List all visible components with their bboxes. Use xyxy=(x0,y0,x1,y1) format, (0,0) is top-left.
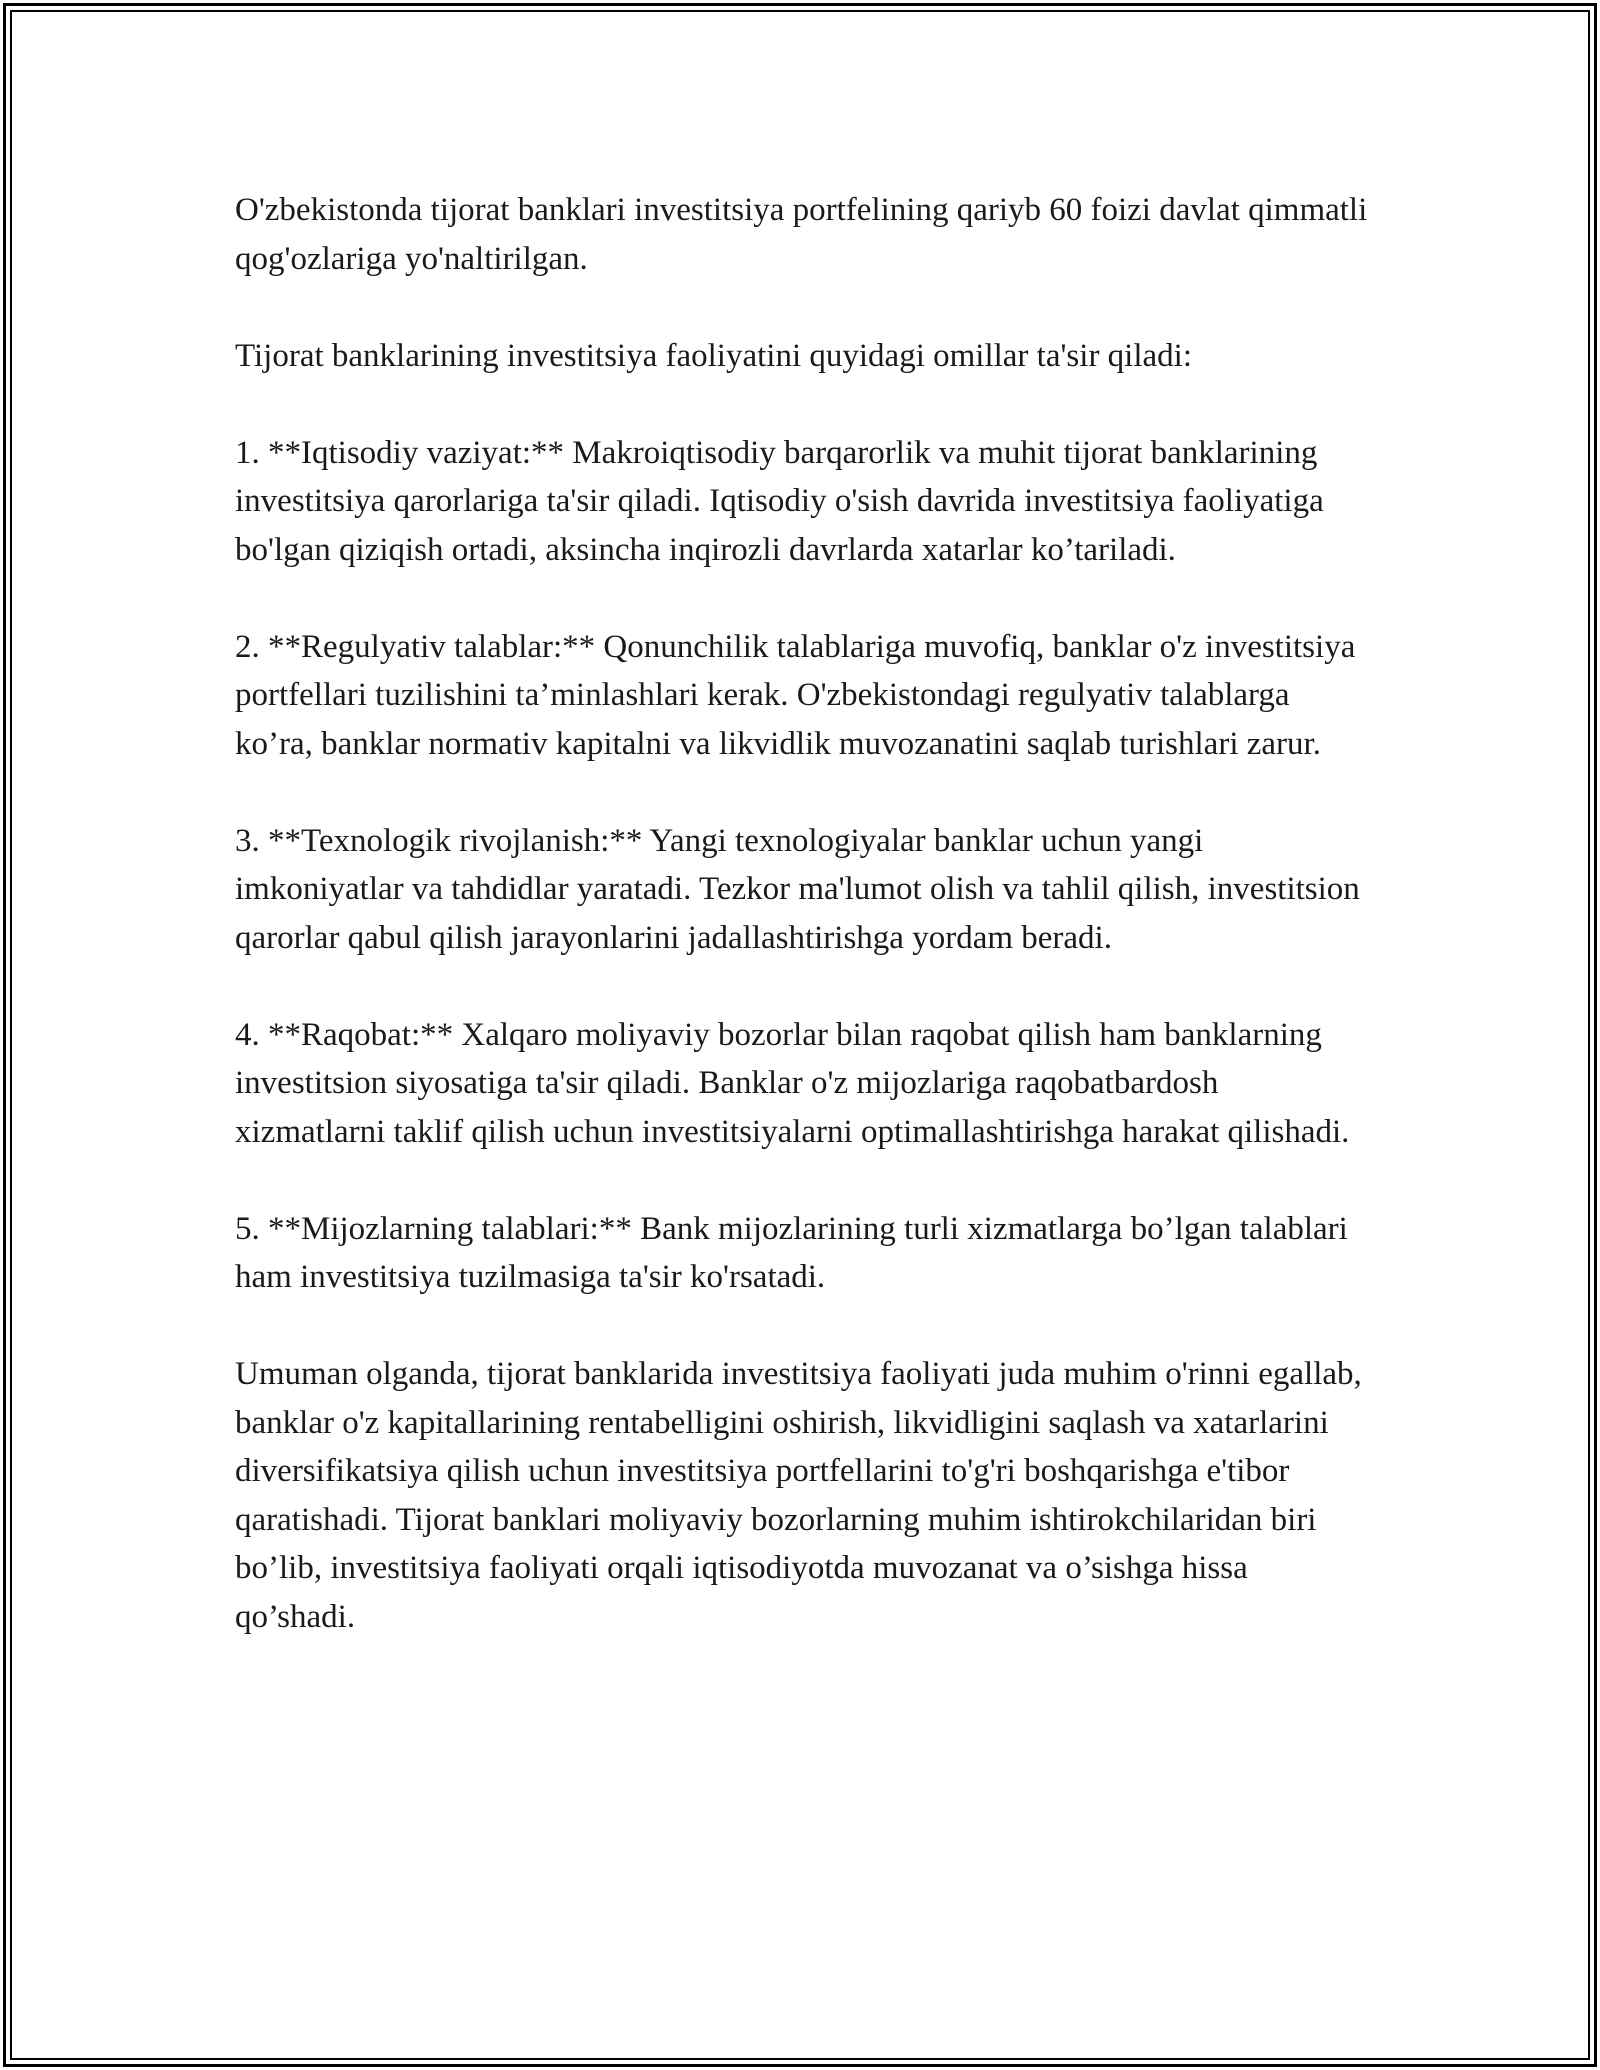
list-item: 3. **Texnologik rivojlanish:** Yangi texnologiyalar banklar uchun yangi imkoniyatlar va tahdidlar yaratadi. Tezkor ma'lumot olish va tahlil qilish, investitsion qarorlar qabul qilish jarayonlarini jadallashtirishga yordam beradi. xyxy=(235,822,1360,956)
list-item: 2. **Regulyativ talablar:** Qonunchilik talablariga muvofiq, banklar o'z investitsiya portfellari tuzilishini ta’minlashlari kerak. O'zbekistondagi regulyativ talablarga ko’ra, banklar normativ kapitalni va likvidlik muvozanatini saqlab turishlari zarur. xyxy=(235,628,1356,762)
list-item: 1. **Iqtisodiy vaziyat:** Makroiqtisodiy barqarorlik va muhit tijorat banklarining investitsiya qarorlariga ta'sir qiladi. Iqtisodiy o'sish davrida investitsiya faoliyatiga bo'lgan qiziqish ortadi, aksincha inqirozli davrlarda xatarlar ko’tariladi. xyxy=(235,434,1324,568)
list-item: 5. **Mijozlarning talablari:** Bank mijozlarining turli xizmatlarga bo’lgan talablari ham investitsiya tuzilmasiga ta'sir ko'rsatadi. xyxy=(235,1210,1348,1295)
list-item: 4. **Raqobat:** Xalqaro moliyaviy bozorlar bilan raqobat qilish ham banklarning investitsion siyosatiga ta'sir qiladi. Banklar o'z mijozlariga raqobatbardosh xizmatlarni taklif qilish uchun investitsiyalarni optimallashtirishga harakat qilishadi. xyxy=(235,1016,1350,1150)
lead-paragraph: Tijorat banklarining investitsiya faoliyatini quyidagi omillar ta'sir qiladi: xyxy=(235,337,1192,374)
intro-paragraph: O'zbekistonda tijorat banklari investitsiya portfelining qariyb 60 foizi davlat qimmatli qog'ozlariga yo'naltirilgan. xyxy=(235,192,1368,277)
conclusion-paragraph: Umuman olganda, tijorat banklarida investitsiya faoliyati juda muhim o'rinni egallab, banklar o'z kapitallarining rentabelligini oshirish, likvidligini saqlash va xatarlarini diversifikatsiya qilish uchun investitsiya portfellarini to'g'ri boshqarishga e'tibor qaratishadi. Tijorat banklari moliyaviy bozorlarning muhim ishtirokchilaridan biri bo’lib, investitsiya faoliyati orqali iqtisodiyotda muvozanat va o’sishga hissa qo’shadi. xyxy=(235,1356,1362,1635)
document-body xyxy=(235,186,1375,1641)
